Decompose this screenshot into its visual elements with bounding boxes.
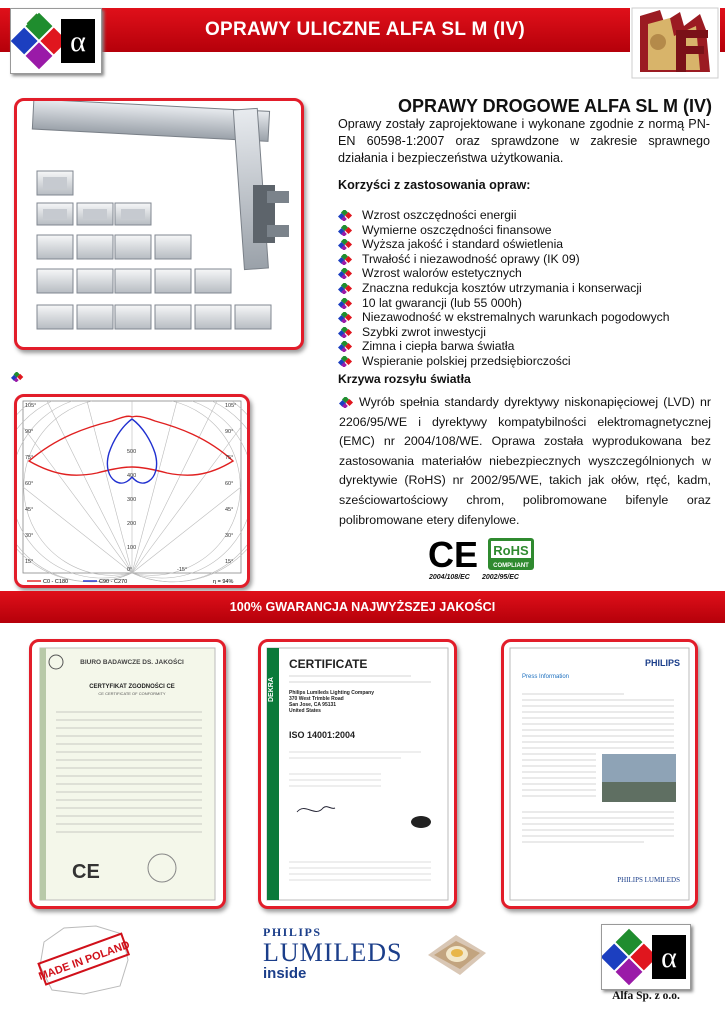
svg-text:α: α bbox=[661, 941, 677, 974]
diamond-bullet-icon bbox=[339, 397, 355, 408]
svg-text:United States: United States bbox=[289, 708, 321, 714]
list-item: Znaczna redukcja kosztów utrzymania i konserwacji bbox=[337, 281, 717, 296]
svg-text:CE: CE bbox=[428, 535, 478, 573]
legend-label: C0 - C180 bbox=[43, 579, 69, 585]
polar-light-distribution-chart bbox=[17, 397, 247, 585]
iso-certificate-document bbox=[261, 642, 454, 906]
list-item: Niezawodność w ekstremalnych warunkach pogodowych bbox=[337, 310, 717, 325]
angle-label: 30° bbox=[225, 533, 234, 539]
philips-lumileds-inside-logo bbox=[263, 925, 402, 982]
svg-text:COMPLIANT: COMPLIANT bbox=[493, 563, 529, 569]
diamond-bullet-icon bbox=[338, 341, 354, 352]
light-distribution-curve-frame bbox=[14, 394, 250, 588]
radial-label: 500 bbox=[127, 449, 137, 455]
diamond-bullet-icon bbox=[338, 225, 354, 236]
diamond-bullet-icon bbox=[338, 356, 354, 367]
rohs-badge-icon bbox=[487, 537, 535, 571]
diamond-bullet-icon bbox=[338, 268, 354, 279]
svg-text:Philips Lumileds Lighting Comp: Philips Lumileds Lighting Company bbox=[289, 690, 375, 696]
angle-label: 75° bbox=[25, 455, 34, 461]
list-item: Wzrost walorów estetycznych bbox=[337, 266, 717, 281]
svg-text:CE CERTIFICATE OF CONFORMITY: CE CERTIFICATE OF CONFORMITY bbox=[98, 691, 166, 696]
led-chip-image bbox=[420, 925, 492, 983]
ce-mark-icon bbox=[428, 535, 478, 573]
product-image-frame bbox=[14, 98, 304, 350]
list-item: Wspieranie polskiej przedsiębiorczości bbox=[337, 354, 717, 369]
benefits-heading: Korzyści z zastosowania opraw: bbox=[338, 178, 531, 192]
logo-alpha-letter: α bbox=[70, 25, 86, 58]
angle-label: 15° bbox=[25, 559, 34, 565]
ce-directive-caption: 2004/108/EC bbox=[429, 574, 470, 581]
header-title: OPRAWY ULICZNE ALFA SL M (IV) bbox=[204, 19, 526, 40]
angle-label: 0° bbox=[127, 567, 133, 573]
diamond-bullet-icon bbox=[338, 210, 354, 221]
diamond-bullet-icon bbox=[338, 254, 354, 265]
certificate-ce-frame bbox=[29, 639, 226, 909]
kf-emblem-logo bbox=[630, 6, 720, 80]
efficiency-label: η = 94% bbox=[213, 579, 234, 585]
diamond-bullet-icon bbox=[338, 312, 354, 323]
certificate-iso-frame bbox=[258, 639, 457, 909]
list-item: Wzrost oszczędności energii bbox=[337, 208, 717, 223]
list-item: Wymierne oszczędności finansowe bbox=[337, 223, 717, 238]
philips-brand-text: PHILIPS bbox=[263, 925, 322, 939]
alfa-logo bbox=[10, 8, 102, 74]
svg-text:CERTIFICATE: CERTIFICATE bbox=[289, 657, 368, 671]
guarantee-text: 100% GWARANCJA NAJWYŻSZEJ JAKOŚCI bbox=[229, 600, 496, 614]
inside-text: inside bbox=[263, 965, 307, 982]
angle-label: -15° bbox=[177, 567, 188, 573]
company-name: Alfa Sp. z o.o. bbox=[612, 990, 680, 1002]
street-luminaire-illustration bbox=[17, 101, 301, 347]
svg-text:DEKRA: DEKRA bbox=[268, 677, 275, 702]
diamond-bullet-icon bbox=[338, 283, 354, 294]
angle-label: 60° bbox=[225, 481, 234, 487]
rohs-directive-caption: 2002/95/EC bbox=[482, 574, 519, 581]
svg-text:370 West Trimble Road: 370 West Trimble Road bbox=[289, 696, 344, 702]
product-heading: OPRAWY DROGOWE ALFA SL M (IV) bbox=[397, 96, 712, 116]
angle-label: 105° bbox=[25, 403, 37, 409]
svg-text:CE: CE bbox=[72, 861, 100, 883]
angle-label: 105° bbox=[225, 403, 237, 409]
radial-label: 400 bbox=[127, 473, 137, 479]
radial-label: 300 bbox=[127, 497, 137, 503]
angle-label: 60° bbox=[25, 481, 34, 487]
made-in-poland-stamp bbox=[34, 920, 134, 998]
diamond-bullet-icon bbox=[338, 298, 354, 309]
intro-paragraph: Oprawy zostały zaprojektowane i wykonane zgodnie z normą PN-EN 60598-1:2007 oraz sprawdzone w zakresie sprawnego działania i bezpieczeństwa użytkowania. bbox=[338, 117, 710, 165]
curve-heading: Krzywa rozsyłu światła bbox=[338, 372, 471, 386]
angle-label: 45° bbox=[25, 507, 34, 513]
svg-text:Press Information: Press Information bbox=[522, 674, 570, 680]
diamond-bullet-icon bbox=[338, 239, 354, 250]
press-information-frame bbox=[501, 639, 698, 909]
philips-press-document bbox=[504, 642, 695, 906]
radial-label: 100 bbox=[127, 545, 137, 551]
angle-label: 45° bbox=[225, 507, 234, 513]
svg-text:MADE IN POLAND: MADE IN POLAND bbox=[37, 938, 132, 983]
alfa-footer-logo bbox=[601, 924, 691, 990]
legend-label: C90 - C270 bbox=[99, 579, 128, 585]
benefits-list bbox=[337, 208, 717, 369]
lumileds-brand-text: LUMILEDS bbox=[263, 938, 403, 967]
list-item: Trwałość i niezawodność oprawy (IK 09) bbox=[337, 252, 717, 267]
svg-text:ISO 14001:2004: ISO 14001:2004 bbox=[289, 730, 356, 740]
svg-text:BIURO BADAWCZE DS. JAKOŚCI: BIURO BADAWCZE DS. JAKOŚCI bbox=[80, 659, 184, 666]
svg-text:CERTYFIKAT ZGODNOŚCI CE: CERTYFIKAT ZGODNOŚCI CE bbox=[89, 684, 175, 690]
list-item: 10 lat gwarancji (lub 55 000h) bbox=[337, 296, 717, 311]
list-item: Szybki zwrot inwestycji bbox=[337, 325, 717, 340]
diamond-bullet-icon bbox=[11, 372, 25, 382]
angle-label: 75° bbox=[225, 455, 234, 461]
list-item: Wyższa jakość i standard oświetlenia bbox=[337, 237, 717, 252]
directive-paragraph: Wyrób spełnia standardy dyrektywy niskonapięciowej (LVD) nr 2206/95/WE i dyrektywy kompatybilności elektromagnetycznej (EMC) nr 2004/108/WE. Oprawa została wyprodukowana bez zastosowania materiałów niebezpiecznych wyszczególnionych w dyrektywie (RoHS) nr 2002/95/WE, takich jak ołów, rtęć, kadm, sześciowartościowy chrom, polibromowane bifenyle oraz polibromowane etery difenylowe. bbox=[339, 395, 711, 527]
ce-certificate-document bbox=[32, 642, 223, 906]
svg-text:RoHS: RoHS bbox=[493, 543, 529, 558]
svg-text:PHILIPS: PHILIPS bbox=[644, 658, 680, 668]
svg-text:San Jose, CA 95131: San Jose, CA 95131 bbox=[289, 702, 337, 708]
diamond-bullet-icon bbox=[338, 327, 354, 338]
angle-label: 30° bbox=[25, 533, 34, 539]
angle-label: 90° bbox=[25, 429, 34, 435]
list-item: Zimna i ciepła barwa światła bbox=[337, 339, 717, 354]
angle-label: 15° bbox=[225, 559, 234, 565]
angle-label: 90° bbox=[225, 429, 234, 435]
radial-label: 200 bbox=[127, 521, 137, 527]
svg-text:PHILIPS LUMILEDS: PHILIPS LUMILEDS bbox=[617, 876, 680, 884]
